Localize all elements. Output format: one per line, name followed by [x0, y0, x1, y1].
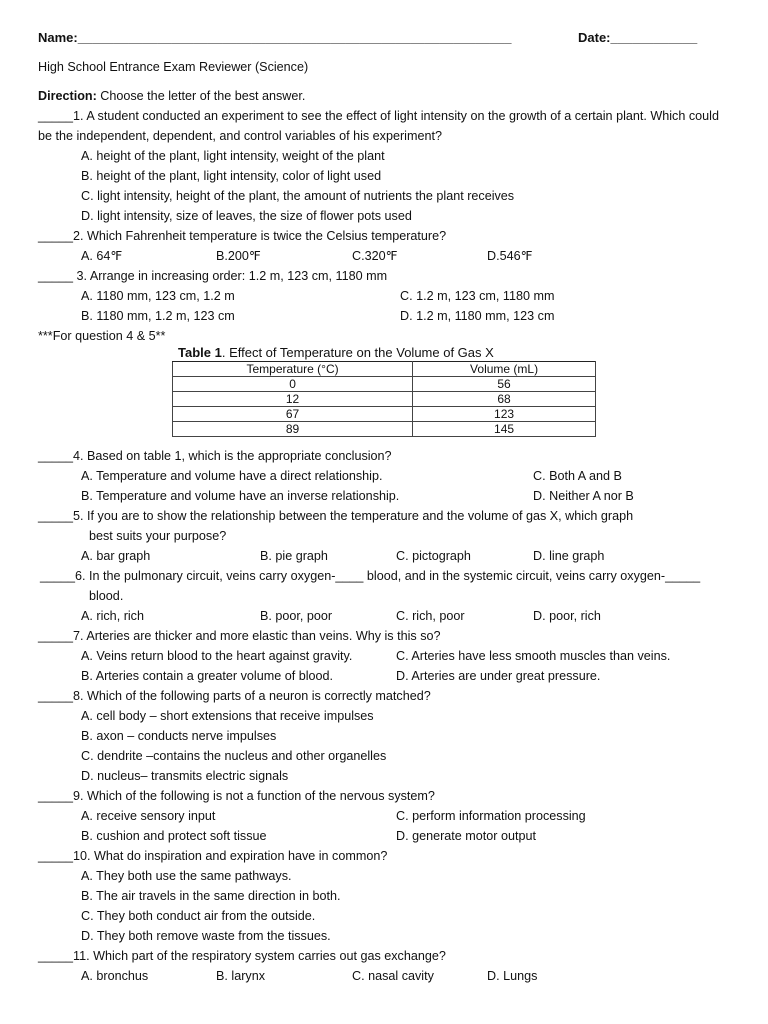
question-8-option-b: B. axon – conducts nerve impulses [81, 729, 277, 743]
table-row [173, 377, 596, 392]
direction [38, 88, 305, 104]
question-10-option-b: B. The air travels in the same direction in both. [81, 889, 341, 903]
question-7-option-d: D. Arteries are under great pressure. [396, 669, 601, 683]
question-5-option-a: A. bar graph [81, 549, 151, 563]
question-11-option-b: B. larynx [216, 969, 265, 983]
question-10-option-d: D. They both remove waste from the tissues. [81, 929, 331, 943]
question-2-option-b: B.200℉ [216, 249, 261, 263]
question-8: _____8. Which of the following parts of a neuron is correctly matched? [38, 689, 431, 703]
question-3-option-c: C. 1.2 m, 123 cm, 1180 mm [400, 289, 555, 303]
question-6-option-a: A. rich, rich [81, 609, 144, 623]
question-2-option-a: A. 64℉ [81, 249, 123, 263]
table-cell: 68 [413, 392, 596, 407]
question-11: _____11. Which part of the respiratory system carries out gas exchange? [38, 949, 446, 963]
table-cell: 67 [173, 407, 413, 422]
question-7-option-a: A. Veins return blood to the heart against gravity. [81, 649, 353, 663]
question-9-option-a: A. receive sensory input [81, 809, 216, 823]
table-cell: 145 [413, 422, 596, 437]
question-3-option-a: A. 1180 mm, 123 cm, 1.2 m [81, 289, 235, 303]
question-4-option-d: D. Neither A nor B [533, 489, 634, 503]
question-1-option-c: C. light intensity, height of the plant, the amount of nutrients the plant receives [81, 189, 515, 203]
question-7-option-c: C. Arteries have less smooth muscles than veins. [396, 649, 671, 663]
question-5-option-b: B. pie graph [260, 549, 328, 563]
table-cell: 56 [413, 377, 596, 392]
question-10-option-a: A. They both use the same pathways. [81, 869, 292, 883]
question-5-line-2: best suits your purpose? [89, 529, 227, 543]
table-row [173, 422, 596, 437]
direction-text: Choose the letter of the best answer. [96, 89, 306, 103]
question-8-option-a: A. cell body – short extensions that receive impulses [81, 709, 374, 723]
table-row [173, 407, 596, 422]
question-1-option-d: D. light intensity, size of leaves, the size of flower pots used [81, 209, 412, 223]
question-5-option-c: C. pictograph [396, 549, 471, 563]
question-3: _____ 3. Arrange in increasing order: 1.2 m, 123 cm, 1180 mm [38, 269, 388, 283]
question-1-line-1: _____1. A student conducted an experiment to see the effect of light intensity on the growth of a certain plant. Which could [38, 109, 719, 123]
direction-label: Direction: [38, 89, 97, 103]
table-header-row [173, 362, 596, 377]
question-4-option-c: C. Both A and B [533, 469, 622, 483]
question-1-option-b: B. height of the plant, light intensity, color of light used [81, 169, 382, 183]
question-9-option-c: C. perform information processing [396, 809, 586, 823]
table-1 [172, 346, 596, 437]
table-row [173, 392, 596, 407]
question-8-option-c: C. dendrite –contains the nucleus and other organelles [81, 749, 387, 763]
question-6-option-d: D. poor, rich [533, 609, 601, 623]
question-2: _____2. Which Fahrenheit temperature is twice the Celsius temperature? [38, 229, 447, 243]
question-1-line-2: be the independent, dependent, and control variables of his experiment? [38, 129, 442, 143]
question-10: _____10. What do inspiration and expiration have in common? [38, 849, 388, 863]
question-10-option-c: C. They both conduct air from the outside. [81, 909, 316, 923]
question-6-line-1: _____6. In the pulmonary circuit, veins carry oxygen-____ blood, and in the systemic circuit, veins carry oxygen-_____ [40, 569, 701, 583]
table-cell: 12 [173, 392, 413, 407]
question-3-option-b: B. 1180 mm, 1.2 m, 123 cm [81, 309, 235, 323]
name-field-label: Name:____________________________________________________________ [38, 30, 512, 45]
question-2-option-c: C.320℉ [352, 249, 398, 263]
page-title: High School Entrance Exam Reviewer (Science) [38, 60, 309, 74]
table-1-caption-label: Table 1 [178, 345, 222, 360]
table-1-caption-text: . Effect of Temperature on the Volume of Gas X [221, 345, 494, 360]
question-11-option-a: A. bronchus [81, 969, 149, 983]
question-9-option-b: B. cushion and protect soft tissue [81, 829, 267, 843]
date-field-label: Date:____________ [578, 30, 698, 45]
question-9: _____9. Which of the following is not a function of the nervous system? [38, 789, 435, 803]
question-11-option-d: D. Lungs [487, 969, 538, 983]
table-header-volume: Volume (mL) [413, 362, 596, 377]
question-4-option-b: B. Temperature and volume have an inverse relationship. [81, 489, 400, 503]
note-question-4-5: ***For question 4 & 5** [38, 329, 166, 343]
question-6-line-2: blood. [89, 589, 124, 603]
question-7-option-b: B. Arteries contain a greater volume of blood. [81, 669, 334, 683]
question-1-option-a: A. height of the plant, light intensity, weight of the plant [81, 149, 385, 163]
question-7: _____7. Arteries are thicker and more elastic than veins. Why is this so? [38, 629, 441, 643]
question-4-option-a: A. Temperature and volume have a direct relationship. [81, 469, 383, 483]
question-5-option-d: D. line graph [533, 549, 605, 563]
table-1-caption [172, 346, 596, 361]
question-2-option-d: D.546℉ [487, 249, 533, 263]
question-8-option-d: D. nucleus– transmits electric signals [81, 769, 289, 783]
table-header-temperature: Temperature (°C) [173, 362, 413, 377]
question-9-option-d: D. generate motor output [396, 829, 537, 843]
table-cell: 0 [173, 377, 413, 392]
question-11-option-c: C. nasal cavity [352, 969, 434, 983]
table-cell: 123 [413, 407, 596, 422]
question-5-line-1: _____5. If you are to show the relationship between the temperature and the volume of gas X, which graph [38, 509, 634, 523]
table-cell: 89 [173, 422, 413, 437]
question-6-option-c: C. rich, poor [396, 609, 465, 623]
question-6-option-b: B. poor, poor [260, 609, 333, 623]
question-4: _____4. Based on table 1, which is the appropriate conclusion? [38, 449, 392, 463]
question-3-option-d: D. 1.2 m, 1180 mm, 123 cm [400, 309, 555, 323]
